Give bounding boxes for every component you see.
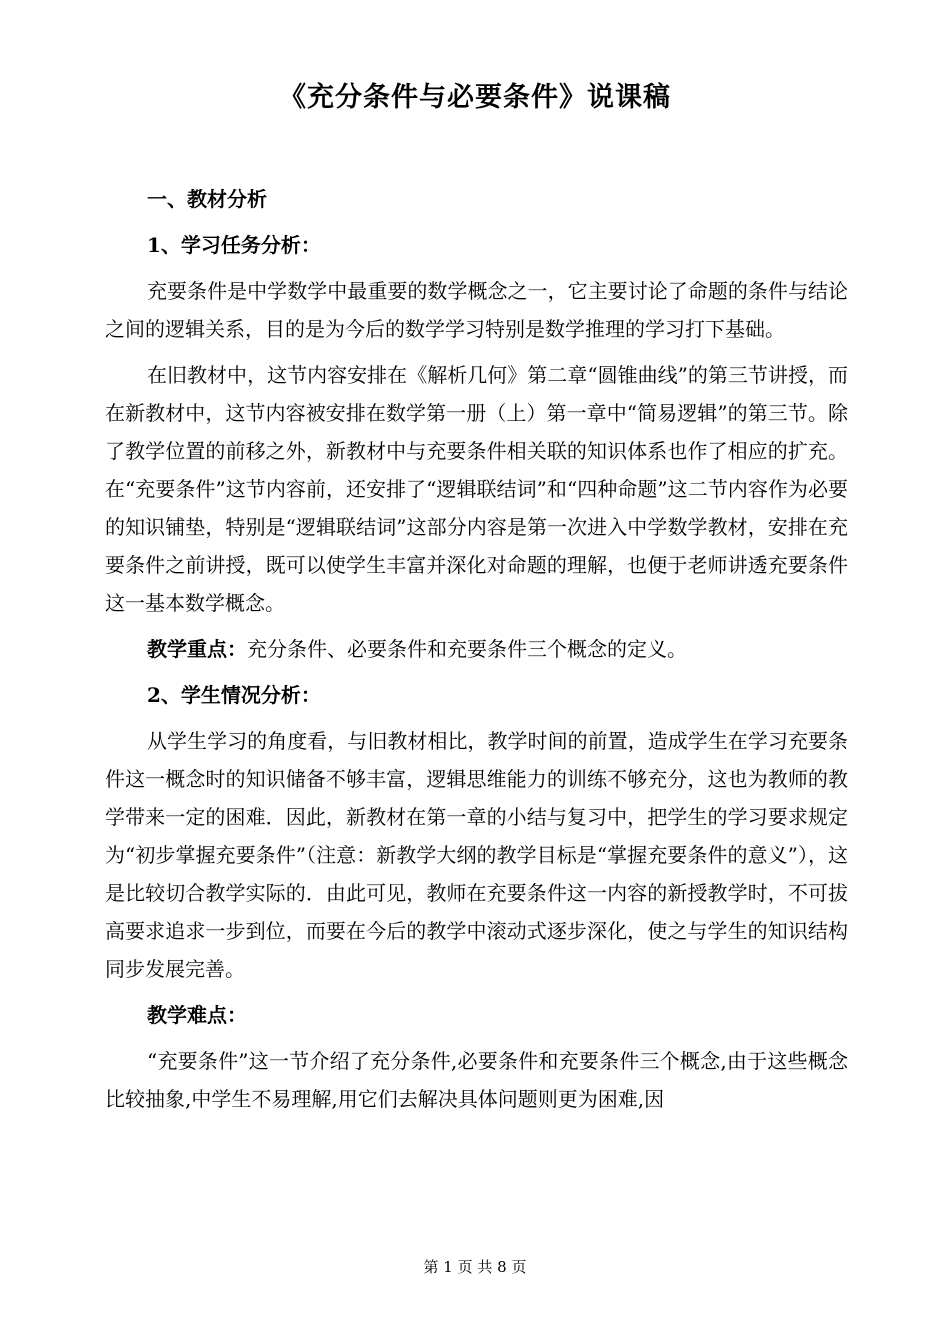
key-point-label: 教学重点： xyxy=(147,637,247,661)
paragraph-student: 从学生学习的角度看，与旧教材相比，教学时间的前置，造成学生在学习充要条件这一概念时的知识储备不够丰富，逻辑思维能力的训练不够充分，这也为教师的教学带来一定的困难．因此，新教材在第一章的小结与复习中，把学生的学习要求规定为“初步掌握充要条件”（注意：新教学大纲的教学目标是“掌握充要条件的意义”），这是比较切合教学实际的．由此可见，教师在充要条件这一内容的新授教学时，不可拔高要求追求一步到位，而要在今后的教学中滚动式逐步深化，使之与学生的知识结构同步发展完善。 xyxy=(105,729,848,981)
paragraph-difficulty: “充要条件”这一节介绍了充分条件,必要条件和充要条件三个概念,由于这些概念比较抽象,中学生不易理解,用它们去解决具体问题则更为困难,因 xyxy=(105,1049,848,1111)
difficulty-heading: 教学难点： xyxy=(147,1003,247,1027)
paragraph-textbook: 在旧教材中，这节内容安排在《解析几何》第二章“圆锥曲线”的第三节讲授，而在新教材中，这节内容被安排在数学第一册（上）第一章中“简易逻辑”的第三节。除了教学位置的前移之外，新教材中与充要条件相关联的知识体系也作了相应的扩充。在“充要条件”这节内容前，还安排了“逻辑联结词”和“四种命题”这二节内容作为必要的知识铺垫，特别是“逻辑联结词”这部分内容是第一次进入中学数学教材，安排在充要条件之前讲授，既可以使学生丰富并深化对命题的理解，也便于老师讲透充要条件这一基本数学概念。 xyxy=(105,363,848,615)
subsection-heading-student-analysis: 2、学生情况分析： xyxy=(147,683,321,707)
section-heading: 一、教材分析 xyxy=(147,187,267,211)
paragraph-intro: 充要条件是中学数学中最重要的数学概念之一，它主要讨论了命题的条件与结论之间的逻辑关系，目的是为今后的数学学习特别是数学推理的学习打下基础。 xyxy=(105,279,848,341)
subsection-heading-task-analysis: 1、学习任务分析： xyxy=(147,233,321,257)
paragraph-key-point xyxy=(105,630,848,668)
document-body xyxy=(105,180,848,1126)
page-footer: 第 1 页 共 8 页 xyxy=(423,1258,527,1276)
key-point-text: 充分条件、必要条件和充要条件三个概念的定义。 xyxy=(247,637,687,661)
document-title: 《充分条件与必要条件》说课稿 xyxy=(279,82,671,113)
